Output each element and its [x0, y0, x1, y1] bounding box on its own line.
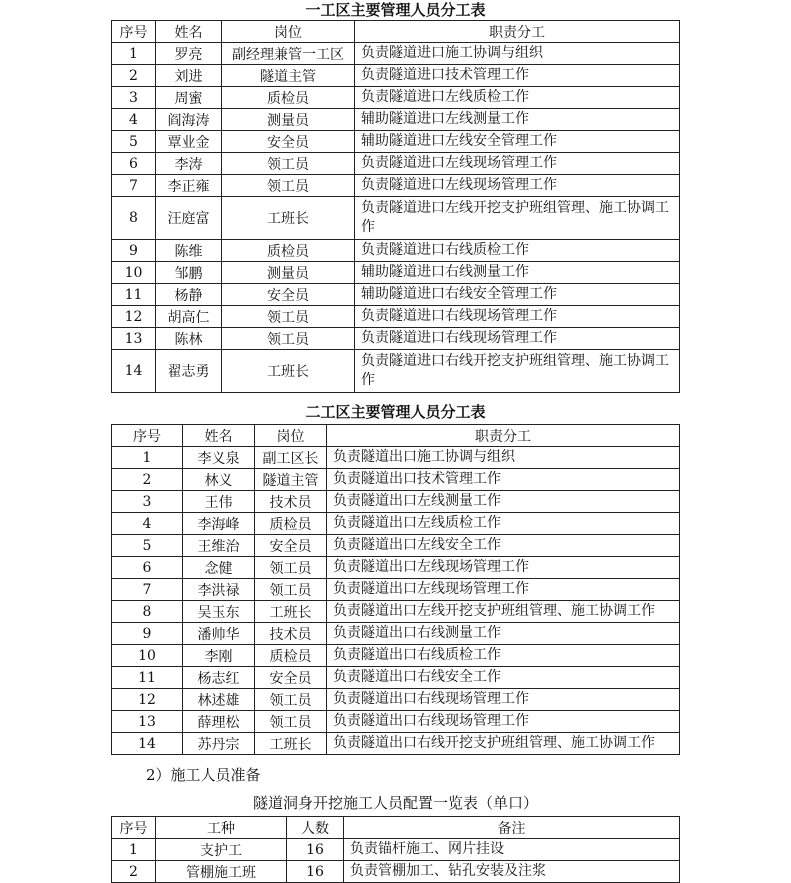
cell-duty: 负责隧道出口左线现场管理工作: [327, 579, 680, 601]
cell-name: 李正雍: [156, 175, 222, 197]
table1-header-no: 序号: [112, 21, 156, 43]
cell-no: 14: [112, 350, 156, 393]
cell-no: 3: [112, 491, 183, 513]
table2-header-row: [112, 425, 680, 447]
cell-name: 念健: [183, 557, 255, 579]
table1-title: 一工区主要管理人员分工表: [305, 1, 486, 19]
table-row: [112, 65, 680, 87]
table3-header-duty: 备注: [344, 817, 680, 839]
cell-duty: 负责隧道进口右线开挖支护班组管理、施工协调工作: [355, 350, 680, 393]
cell-duty: 负责隧道进口左线质检工作: [355, 87, 680, 109]
cell-duty: 负责隧道出口左线现场管理工作: [327, 557, 680, 579]
table2-header-no: 序号: [112, 425, 183, 447]
table1-header-position: 岗位: [222, 21, 355, 43]
cell-name: 李刚: [183, 645, 255, 667]
table-row: [112, 469, 680, 491]
table-row: [112, 667, 680, 689]
cell-no: 8: [112, 601, 183, 623]
cell-position: 测量员: [222, 262, 355, 284]
cell-position: 技术员: [255, 491, 327, 513]
cell-name: 陈维: [156, 240, 222, 262]
cell-position: 领工员: [255, 557, 327, 579]
cell-name: 杨志红: [183, 667, 255, 689]
cell-duty: 负责隧道出口右线质检工作: [327, 645, 680, 667]
cell-name: 潘帅华: [183, 623, 255, 645]
table3-title: 隧道洞身开挖施工人员配置一览表（单口）: [252, 794, 538, 812]
cell-name: 李海峰: [183, 513, 255, 535]
cell-position: 隧道主管: [255, 469, 327, 491]
cell-no: 12: [112, 689, 183, 711]
cell-position: 工班长: [255, 601, 327, 623]
cell-no: 4: [112, 513, 183, 535]
cell-no: 4: [112, 109, 156, 131]
cell-no: 8: [112, 197, 156, 240]
table2-title: 二工区主要管理人员分工表: [305, 403, 486, 421]
cell-name: 刘进: [156, 65, 222, 87]
cell-position: 技术员: [255, 623, 327, 645]
cell-no: 12: [112, 306, 156, 328]
cell-duty: 负责隧道出口左线开挖支护班组管理、施工协调工作: [327, 601, 680, 623]
cell-no: 1: [112, 43, 156, 65]
table-row: [112, 623, 680, 645]
cell-no: 5: [112, 131, 156, 153]
cell-name: 覃业金: [156, 131, 222, 153]
table-row: [112, 87, 680, 109]
table-row: [112, 109, 680, 131]
cell-duty: 负责隧道出口右线现场管理工作: [327, 689, 680, 711]
cell-no: 10: [112, 262, 156, 284]
cell-no: 2: [112, 469, 183, 491]
cell-position: 领工员: [222, 153, 355, 175]
table-row: [112, 601, 680, 623]
cell-name: 管棚施工班: [156, 861, 287, 883]
table-row: [112, 839, 680, 861]
table3-header-no: 序号: [112, 817, 156, 839]
table1: [111, 20, 680, 393]
cell-duty: 负责管棚加工、钻孔安装及注浆: [344, 861, 680, 883]
table-row: [112, 175, 680, 197]
table-row: [112, 645, 680, 667]
cell-position: 副工区长: [255, 447, 327, 469]
cell-duty: 负责隧道进口右线质检工作: [355, 240, 680, 262]
cell-name: 汪庭富: [156, 197, 222, 240]
cell-name: 翟志勇: [156, 350, 222, 393]
cell-name: 李涛: [156, 153, 222, 175]
section-heading: 2）施工人员准备: [146, 766, 261, 784]
cell-no: 11: [112, 284, 156, 306]
cell-no: 6: [112, 557, 183, 579]
table-row: [112, 153, 680, 175]
cell-name: 林述雄: [183, 689, 255, 711]
cell-no: 3: [112, 87, 156, 109]
cell-name: 薛理松: [183, 711, 255, 733]
table-row: [112, 306, 680, 328]
table2-header-name: 姓名: [183, 425, 255, 447]
cell-no: 1: [112, 447, 183, 469]
cell-duty: 负责隧道出口左线质检工作: [327, 513, 680, 535]
table-row: [112, 240, 680, 262]
cell-no: 13: [112, 328, 156, 350]
cell-no: 7: [112, 579, 183, 601]
cell-name: 杨静: [156, 284, 222, 306]
cell-duty: 负责隧道进口左线现场管理工作: [355, 153, 680, 175]
table-row: [112, 350, 680, 393]
table1-header-name: 姓名: [156, 21, 222, 43]
cell-position: 质检员: [255, 513, 327, 535]
cell-position: 工班长: [222, 197, 355, 240]
cell-duty: 负责隧道出口施工协调与组织: [327, 447, 680, 469]
table1-header-row: [112, 21, 680, 43]
cell-no: 10: [112, 645, 183, 667]
cell-no: 7: [112, 175, 156, 197]
cell-duty: 负责隧道出口右线安全工作: [327, 667, 680, 689]
table3: [111, 816, 680, 883]
cell-name: 邹鹏: [156, 262, 222, 284]
cell-name: 陈林: [156, 328, 222, 350]
cell-name: 吴玉东: [183, 601, 255, 623]
cell-duty: 辅助隧道进口右线测量工作: [355, 262, 680, 284]
cell-no: 1: [112, 839, 156, 861]
cell-duty: 辅助隧道进口左线安全管理工作: [355, 131, 680, 153]
table-row: [112, 733, 680, 755]
cell-position: 质检员: [255, 645, 327, 667]
cell-name: 林义: [183, 469, 255, 491]
cell-position: 工班长: [222, 350, 355, 393]
table-row: [112, 447, 680, 469]
cell-duty: 负责隧道进口技术管理工作: [355, 65, 680, 87]
cell-name: 罗亮: [156, 43, 222, 65]
cell-position: 领工员: [222, 306, 355, 328]
cell-position: 副经理兼管一工区: [222, 43, 355, 65]
cell-name: 支护工: [156, 839, 287, 861]
cell-duty: 负责隧道进口左线现场管理工作: [355, 175, 680, 197]
cell-position: 工班长: [255, 733, 327, 755]
table-row: [112, 43, 680, 65]
table-row: [112, 513, 680, 535]
table2: [111, 424, 680, 755]
cell-position: 质检员: [222, 240, 355, 262]
cell-duty: 负责隧道出口右线测量工作: [327, 623, 680, 645]
table-row: [112, 557, 680, 579]
cell-no: 14: [112, 733, 183, 755]
cell-duty: 负责隧道进口右线现场管理工作: [355, 328, 680, 350]
cell-name: 王维治: [183, 535, 255, 557]
table2-header-duty: 职责分工: [327, 425, 680, 447]
table-row: [112, 535, 680, 557]
cell-position: 隧道主管: [222, 65, 355, 87]
table-row: [112, 131, 680, 153]
cell-name: 周蜜: [156, 87, 222, 109]
table1-header-duty: 职责分工: [355, 21, 680, 43]
cell-position: 质检员: [222, 87, 355, 109]
table3-header-row: [112, 817, 680, 839]
cell-name: 王伟: [183, 491, 255, 513]
cell-duty: 负责隧道出口技术管理工作: [327, 469, 680, 491]
cell-position: 安全员: [255, 667, 327, 689]
cell-name: 胡高仁: [156, 306, 222, 328]
cell-position: 安全员: [222, 131, 355, 153]
cell-duty: 负责隧道进口施工协调与组织: [355, 43, 680, 65]
cell-duty: 负责隧道进口左线开挖支护班组管理、施工协调工作: [355, 197, 680, 240]
cell-position: 领工员: [222, 175, 355, 197]
cell-no: 11: [112, 667, 183, 689]
table-row: [112, 711, 680, 733]
cell-no: 2: [112, 861, 156, 883]
table-row: [112, 579, 680, 601]
table2-header-position: 岗位: [255, 425, 327, 447]
cell-name: 阎海涛: [156, 109, 222, 131]
cell-position: 安全员: [255, 535, 327, 557]
cell-duty: 负责隧道进口右线现场管理工作: [355, 306, 680, 328]
table-row: [112, 689, 680, 711]
cell-duty: 负责隧道出口左线测量工作: [327, 491, 680, 513]
table3-header-position: 人数: [287, 817, 344, 839]
cell-position: 测量员: [222, 109, 355, 131]
table-row: [112, 328, 680, 350]
table-row: [112, 861, 680, 883]
cell-no: 5: [112, 535, 183, 557]
cell-duty: 负责隧道出口右线现场管理工作: [327, 711, 680, 733]
table-row: [112, 262, 680, 284]
cell-duty: 负责隧道出口左线安全工作: [327, 535, 680, 557]
cell-no: 2: [112, 65, 156, 87]
cell-duty: 负责锚杆施工、网片挂设: [344, 839, 680, 861]
cell-position: 16: [287, 839, 344, 861]
cell-duty: 辅助隧道进口左线测量工作: [355, 109, 680, 131]
cell-no: 6: [112, 153, 156, 175]
cell-no: 13: [112, 711, 183, 733]
cell-name: 苏丹宗: [183, 733, 255, 755]
table-row: [112, 491, 680, 513]
cell-name: 李义泉: [183, 447, 255, 469]
cell-no: 9: [112, 240, 156, 262]
cell-no: 9: [112, 623, 183, 645]
cell-position: 领工员: [255, 711, 327, 733]
cell-position: 领工员: [255, 689, 327, 711]
cell-name: 李洪禄: [183, 579, 255, 601]
cell-position: 16: [287, 861, 344, 883]
table3-header-name: 工种: [156, 817, 287, 839]
table-row: [112, 284, 680, 306]
cell-position: 安全员: [222, 284, 355, 306]
table-row: [112, 197, 680, 240]
cell-position: 领工员: [255, 579, 327, 601]
cell-duty: 辅助隧道进口右线安全管理工作: [355, 284, 680, 306]
cell-position: 领工员: [222, 328, 355, 350]
cell-duty: 负责隧道出口右线开挖支护班组管理、施工协调工作: [327, 733, 680, 755]
